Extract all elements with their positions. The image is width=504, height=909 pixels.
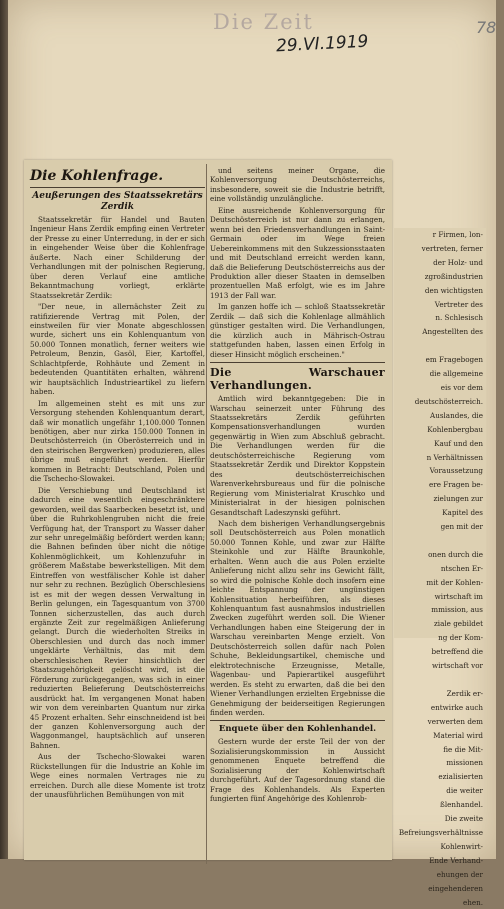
- paragraph: Nach dem bisherigen Verhandlungsergebnis soll Deutschösterreich aus Polen monatlich 50.000 Tonnen Kohle, und zwar zur Hälfte Steinkohle und zur Hälfte Braunkohle, erhalten. Wenn auch die aus Polen erzielte Anlieferung nicht allzu sehr ins Gewicht fällt, so wird die polnische Kohle doch insofern eine leichte Entspannung der ungünstigen Kohlensituation herbeiführen, als dieses Kohlenquantum fast ausnahmslos industriellen Zwecken zugeführt werden soll. Die Wiener Verhandlungen haben eine Steigerung der in Warschau vereinbarten Menge erzielt. Von Deutschösterreich sollen dafür nach Polen Schuhe, Bekleidungsartikel, chemische und elektrotechnische Erzeugnisse, Metalle, Wagenbau- und Papierartikel ausgeführt werden. Es steht zu erwarten, daß die bei den Wiener Verhandlungen erzielten Ergebnisse die Genehmigung der beiderseitigen Regierungen finden werden.: [210, 519, 385, 718]
- fragment-line: Ende Verhand-: [394, 854, 486, 868]
- fragment-line: em Fragebogen: [394, 353, 486, 367]
- fragment-line: onen durch die: [394, 548, 486, 562]
- fragment-line: Zerdik er-: [394, 687, 486, 701]
- fragment-line: ng der Kom-: [394, 631, 486, 645]
- fragment-line: zgroßindustrien: [394, 270, 486, 284]
- fragment-line: Kapitel des: [394, 506, 486, 520]
- paragraph: Die Verschiebung und Deutschland ist dadurch eine wesentlich eingeschränktere geworden, weil das Saarbecken besetzt ist, und über die Ruhrkohlengruben nicht die freie Verfügung hat, der Transport zu Wasser daher zur sehr unregelmäßig befördert werden kann; die Bahnen befinden über nicht die nötige Kohlenmöglichkeit, um Kohlenzufuhr in größerem Maßstabe bewerkstelligen. Mit dem Eintreffen von westfälischer Kohle ist daher nur sehr zu rechnen. Bezüglich Oberschlesiens ist es mit der wegen dessen Verwaltung in Berlin gelungen, ein Tagesquantum von 3700 Tonnen sicherzustellen, das auch durch ergänzte Zeit zur regelmäßigen Anlieferung gelangt. Durch die wiederholten Streiks in Oberschlesien und durch das noch immer ungeklärte Verhältnis, das mit dem oberschlesischen Revier hinsichtlich der Staatszugehörigkeit gelöscht wird, ist die Förderung zurückgegangen, was sich in einer reduzierten Belieferung Deutschösterreichs ausdrückt hat. Im vergangenen Monat haben wir von dem vereinbarten Quantum nur zirka 45 Prozent erhalten. Sehr einschneidend ist bei der ganzen Kohlenversorgung auch der Waggonmangel, hauptsächlich auf unseren Bahnen.: [30, 486, 205, 751]
- fragment-line: verwerten dem: [394, 715, 486, 729]
- fragment-line: deutschösterreich.: [394, 395, 486, 409]
- section-title-warsaw: Die Warschauer Verhandlungen.: [210, 366, 385, 392]
- fragment-line: zielungen zur: [394, 492, 486, 506]
- paragraph: Im allgemeinen steht es mit uns zur Versorgung stehenden Kohlenquantum derart, daß wir monatlich ungefähr 1,100.000 Tonnen benötigen, aber nur zirka 150.000 Tonnen in Deutschösterreich (in Oberösterreich und in den steirischen Bergwerken) produzieren, alles übrige muß eingeführt werden. Hierfür kommen in Betracht: Deutschland, Polen und die Tschecho-Slowakei.: [30, 399, 205, 484]
- fragment-line: der Holz- und: [394, 256, 486, 270]
- paragraph: Im ganzen hoffe ich — schloß Staatssekretär Zerdik — daß sich die Kohlenlage allmählich günstiger gestalten wird. Die Verhandlungen, die kürzlich auch in Mährisch-Ostrau stattgefunden haben, lassen einen Erfolg in dieser Hinsicht möglich erscheinen.": [210, 302, 385, 359]
- section-rule: [210, 720, 385, 721]
- fragment-line: eingehenderen: [394, 882, 486, 896]
- fragment-line: gen mit der: [394, 520, 486, 534]
- fragment-line: missionen: [394, 756, 486, 770]
- fragment-line: eis vor dem: [394, 381, 486, 395]
- fragment-line: die allgemeine: [394, 367, 486, 381]
- fragment-line: Kohlenwirt-: [394, 840, 486, 854]
- masthead-stamp: Die Zeit: [213, 10, 314, 34]
- fragment-line: r Firmen, lon-: [394, 228, 486, 242]
- fragment-line: betreffend die: [394, 645, 486, 659]
- section-rule: [210, 362, 385, 363]
- fragment-line: ntschen Er-: [394, 562, 486, 576]
- fragment-line: Material wird: [394, 729, 486, 743]
- article-subhead: Aeußerungen des Staatssekretärs Zerdik: [30, 191, 205, 213]
- article-column-right: [210, 166, 385, 806]
- fragment-line: ehungen der: [394, 868, 486, 882]
- fragment-line: [394, 339, 486, 353]
- fragment-line: wirtschaft im: [394, 590, 486, 604]
- fragment-line: Befreiungsverhältnisse: [394, 826, 486, 840]
- fragment-line: wirtschaft vor: [394, 659, 486, 673]
- adjacent-column-fragment: [394, 228, 486, 638]
- section-title-enquete: Enquete über den Kohlenhandel.: [210, 724, 385, 735]
- fragment-line: mmission, aus: [394, 603, 486, 617]
- fragment-line: ehen.: [394, 896, 486, 909]
- fragment-line: Voraussetzung: [394, 464, 486, 478]
- fragment-line: Auslandes, die: [394, 409, 486, 423]
- fragment-line: die weiter: [394, 784, 486, 798]
- fragment-line: ere Fragen be-: [394, 478, 486, 492]
- handwritten-date: 29.VI.1919: [276, 32, 369, 57]
- paragraph: Eine ausreichende Kohlenversorgung für Deutschösterreich ist nur dann zu erlangen, wenn bei den Friedensverhandlungen in Saint-Germain oder im Wege freien Uebereinkommens mit den Sukzessionsstaaten und mit Deutschland erreicht werden kann, daß die Belieferung Deutschösterreichs aus der Produktion aller dieser Staaten in demselben prozentuellen Maß erfolgt, wie es im Jahre 1913 der Fall war.: [210, 206, 385, 301]
- fragment-line: Kauf und den: [394, 437, 486, 451]
- paragraph: Staatssekretär für Handel und Bauten Ingenieur Hans Zerdik empfing einen Vertreter der Presse zu einer Unterredung, in der er sich in eingehender Weise über die Kohlenfrage äußerte. Nach einer Schilderung der Verhandlungen mit der polnischen Regierung, über deren Verlauf eine amtliche Bekanntmachung vorliegt, erklärte Staatssekretär Zerdik:: [30, 215, 205, 300]
- paragraph: "Der neue, in allernächster Zeit zu ratifizierende Vertrag mit Polen, der einstweilen für vier Monate abgeschlossen wurde, sichert uns ein Kohlenquantum von 50.000 Tonnen monatlich, ferner weiters wie Petroleum, Benzin, Gasöl, Eier, Kartoffel, Schlachtpferde, Rohhäute und Zement in bedeutenden Quantitäten erhalten, während wir hauptsächlich Industrieartikel zu liefern haben.: [30, 302, 205, 397]
- fragment-line: ziale gebildet: [394, 617, 486, 631]
- fragment-line: Angestellten des: [394, 325, 486, 339]
- fragment-line: den wichtigsten: [394, 284, 486, 298]
- article-column-left: [30, 168, 205, 802]
- column-divider: [206, 164, 207, 864]
- archive-number: 78: [476, 18, 496, 37]
- paragraph: Amtlich wird bekanntgegeben: Die in Warschau seinerzeit unter Führung des Staatssekretärs Zerdik geführten Kompensationsverhandlungen wurden gegenwärtig in Wien zum Abschluß gebracht. Die Verhandlungen werden für die deutschösterreichische Regierung vom Staatssekretär Zerdik und Direktor Koppstein des deutschösterreichischen Warenverkehrsbureaus und für die polnische Regierung vom Ministerialrat Kruschko und Ministerialrat in der hiesigen polnischen Gesandtschaft Ladeszynski geführt.: [210, 394, 385, 517]
- article-headline: Die Kohlenfrage.: [30, 168, 205, 184]
- paragraph: Gestern wurde der erste Teil der von der Sozialisierungskommission in Aussicht genommenen Enquete betreffend die Sozialisierung der Kohlenwirtschaft durchgeführt. Auf der Tagesordnung stand die Frage des Kohlenhandels. Als Experten fungierten fünf Angehörige des Kohlenrob-: [210, 737, 385, 803]
- fragment-line: vertreten, ferner: [394, 242, 486, 256]
- headline-rule: [30, 187, 205, 188]
- fragment-line: fie die Mit-: [394, 743, 486, 757]
- paragraph: Aus der Tschecho-Slowakei waren Rückstellungen für die Industrie an Kohle im Wege eines normalen Vertrages nie zu erreichen. Durch alle diese Momente ist trotz der unausführlichen Bemühungen von mit: [30, 752, 205, 799]
- newspaper-clipping: [24, 160, 392, 860]
- fragment-line: [394, 534, 486, 548]
- fragment-line: [394, 673, 486, 687]
- fragment-line: Kohlenbergbau: [394, 423, 486, 437]
- fragment-line: n Verhältnissen: [394, 451, 486, 465]
- fragment-line: n. Schlesisch: [394, 311, 486, 325]
- fragment-line: entwirke auch: [394, 701, 486, 715]
- fragment-line: Vertreter des: [394, 298, 486, 312]
- paragraph: und seitens meiner Organe, die Kohlenversorgung Deutschösterreichs, insbesondere, soweit sie die Industrie betrifft, eine vollständig unzulängliche.: [210, 166, 385, 204]
- fragment-line: mit der Kohlen-: [394, 576, 486, 590]
- fragment-line: ßlenhandel.: [394, 798, 486, 812]
- fragment-line: ezialisierten: [394, 770, 486, 784]
- fragment-line: Die zweite: [394, 812, 486, 826]
